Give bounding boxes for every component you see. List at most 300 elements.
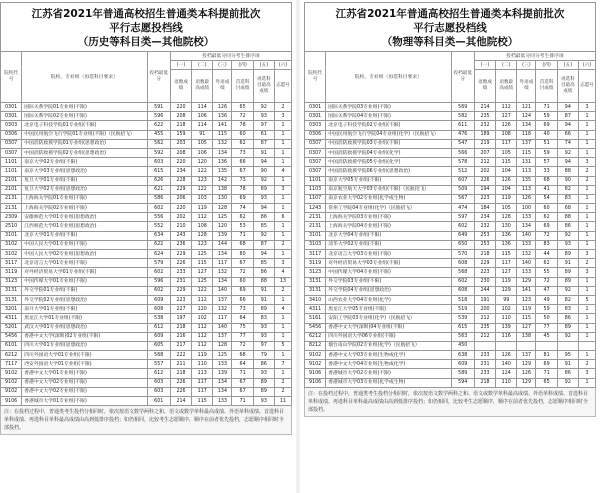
school-group-name-cell: 上海海关学院03专业组(不限) bbox=[326, 213, 451, 222]
min-score-cell: 596 bbox=[147, 277, 170, 286]
preference-number-cell: 1 bbox=[274, 295, 291, 304]
first-subject-score-cell: 65 bbox=[536, 378, 557, 387]
preference-number-cell: 3 bbox=[578, 369, 595, 378]
second-subject-max-cell: 83 bbox=[557, 194, 578, 203]
first-subject-score-cell: 59 bbox=[536, 148, 557, 157]
chinese-math-max-cell: 120 bbox=[192, 158, 213, 167]
school-code-cell: 3103 bbox=[305, 240, 326, 249]
chinese-math-max-cell: 112 bbox=[496, 103, 517, 112]
preference-number-cell: 1 bbox=[578, 185, 595, 194]
school-group-name-cell: 四川外国语大学01专业组(不限) bbox=[22, 351, 147, 360]
chinese-math-max-cell: 114 bbox=[192, 121, 213, 130]
school-group-name-cell: 复旦大学02专业组(思想政治) bbox=[22, 185, 147, 194]
second-subject-max-cell: 93 bbox=[253, 397, 274, 406]
table-row bbox=[305, 185, 596, 194]
chinese-math-max-cell: 112 bbox=[192, 213, 213, 222]
table-row bbox=[1, 167, 292, 176]
foreign-lang-score-cell: 135 bbox=[213, 167, 232, 176]
header-code: 院校代号 bbox=[305, 52, 326, 103]
table-row bbox=[1, 323, 292, 332]
first-subject-score-cell: 72 bbox=[232, 268, 253, 277]
chinese-math-max-cell: 136 bbox=[496, 240, 517, 249]
min-score-cell: 596 bbox=[147, 112, 170, 121]
chinese-math-score-cell: 230 bbox=[474, 277, 495, 286]
second-subject-max-cell: 66 bbox=[557, 130, 578, 139]
min-score-cell: 605 bbox=[147, 341, 170, 350]
second-subject-max-cell: 93 bbox=[253, 369, 274, 378]
school-group-name-cell: 南开大学01专业组(不限) bbox=[22, 305, 147, 314]
min-score-cell: 567 bbox=[451, 194, 474, 203]
footnote: 注：在投档过程中，普通类考生投档分相同时，依次按语文数学两科之和、语文或数学单科最高成绩、外语单科成绩、首选科目单科成绩、再选科目单科最高成绩由高到低排序投档；如仍相同，比较考生志愿顺序，顺序在前者优先投档，志愿顺序相同时全部投档。 bbox=[0, 406, 292, 435]
second-subject-max-cell: 88 bbox=[253, 277, 274, 286]
title-line-3: （物理等科目类—其他院校） bbox=[381, 36, 519, 48]
table-row bbox=[1, 139, 292, 148]
chinese-math-score-cell: 208 bbox=[170, 148, 191, 157]
preference-number-cell: 2 bbox=[274, 378, 291, 387]
school-group-name-cell: 南京航空航天大学03专业组(不限)（民航招飞） bbox=[326, 185, 451, 194]
chinese-math-max-cell: 106 bbox=[192, 112, 213, 121]
table-row bbox=[1, 185, 292, 194]
chinese-math-score-cell: 226 bbox=[170, 387, 191, 396]
school-group-name-cell: 香港中文大学(深圳)04专业组(不限) bbox=[326, 323, 451, 332]
foreign-lang-score-cell: 140 bbox=[517, 231, 536, 240]
first-subject-score-cell: 57 bbox=[536, 158, 557, 167]
chinese-math-score-cell: 197 bbox=[170, 314, 191, 323]
document-title bbox=[304, 2, 596, 51]
foreign-lang-score-cell: 128 bbox=[213, 204, 232, 213]
first-subject-score-cell: 77 bbox=[232, 332, 253, 341]
chinese-math-score-cell: 243 bbox=[170, 231, 191, 240]
table-row bbox=[305, 204, 596, 213]
school-code-cell: 1101 bbox=[305, 176, 326, 185]
chinese-math-max-cell: 126 bbox=[496, 176, 517, 185]
table-body bbox=[305, 103, 596, 388]
foreign-lang-score-cell: 115 bbox=[517, 148, 536, 157]
school-code-cell: 3131 bbox=[305, 277, 326, 286]
first-subject-score-cell: 55 bbox=[536, 268, 557, 277]
table-row bbox=[1, 305, 292, 314]
document-title bbox=[0, 2, 292, 51]
second-subject-max-cell: 83 bbox=[557, 305, 578, 314]
min-score-cell: 569 bbox=[451, 103, 474, 112]
school-code-cell: 3102 bbox=[1, 240, 22, 249]
chinese-math-max-cell: 126 bbox=[496, 121, 517, 130]
first-subject-score-cell: 71 bbox=[536, 369, 557, 378]
chinese-math-max-cell: 115 bbox=[496, 158, 517, 167]
min-score-cell: 634 bbox=[147, 231, 170, 240]
chinese-math-max-cell: 129 bbox=[496, 286, 517, 295]
table-row bbox=[305, 213, 596, 222]
foreign-lang-score-cell: 132 bbox=[213, 268, 232, 277]
school-code-cell: 0301 bbox=[305, 112, 326, 121]
table-row bbox=[305, 360, 596, 369]
chinese-math-score-cell: 210 bbox=[170, 222, 191, 231]
table-row bbox=[1, 176, 292, 185]
header-col5: 再选科目最高成绩 bbox=[557, 70, 578, 103]
school-code-cell: 3410 bbox=[305, 295, 326, 304]
second-subject-max-cell: 95 bbox=[557, 351, 578, 360]
chinese-math-max-cell: 122 bbox=[192, 286, 213, 295]
first-subject-score-cell: 33 bbox=[536, 167, 557, 176]
min-score-cell: 602 bbox=[451, 277, 474, 286]
school-code-cell: 3102 bbox=[1, 250, 22, 259]
min-score-cell: 603 bbox=[147, 378, 170, 387]
min-score-cell: 608 bbox=[147, 305, 170, 314]
preference-number-cell: 1 bbox=[578, 323, 595, 332]
foreign-lang-score-cell: 126 bbox=[517, 194, 536, 203]
school-code-cell: 3119 bbox=[305, 259, 326, 268]
first-subject-score-cell: 83 bbox=[536, 240, 557, 249]
second-subject-max-cell: 89 bbox=[253, 185, 274, 194]
foreign-lang-score-cell: 115 bbox=[517, 314, 536, 323]
preference-number-cell: 3 bbox=[578, 103, 595, 112]
min-score-cell: 568 bbox=[147, 351, 170, 360]
header-col5: 再选科目最高成绩 bbox=[253, 70, 274, 103]
chinese-math-score-cell: 189 bbox=[474, 130, 495, 139]
foreign-lang-score-cell: 134 bbox=[517, 222, 536, 231]
panel-divider bbox=[296, 0, 300, 493]
table-row bbox=[1, 295, 292, 304]
foreign-lang-score-cell: 134 bbox=[213, 148, 232, 157]
min-score-cell: 538 bbox=[147, 314, 170, 323]
table-row bbox=[1, 314, 292, 323]
first-subject-score-cell: 65 bbox=[232, 103, 253, 112]
preference-number-cell: 2 bbox=[274, 286, 291, 295]
school-group-name-cell: 北京电子科技学院02专业组(不限) bbox=[326, 121, 451, 130]
chinese-math-score-cell: 226 bbox=[474, 176, 495, 185]
min-score-cell: 547 bbox=[451, 139, 474, 148]
header-name: 院校、专业组（再选科目要求） bbox=[326, 52, 451, 103]
min-score-cell: 586 bbox=[147, 194, 170, 203]
school-code-cell: 2131 bbox=[305, 213, 326, 222]
second-subject-max-cell: 94 bbox=[253, 250, 274, 259]
chinese-math-score-cell: 214 bbox=[474, 103, 495, 112]
foreign-lang-score-cell: 133 bbox=[213, 360, 232, 369]
chinese-math-score-cell: 217 bbox=[170, 341, 191, 350]
school-code-cell: 5161 bbox=[305, 314, 326, 323]
min-score-cell: 570 bbox=[451, 250, 474, 259]
school-group-name-cell: 南京大学02专业组(不限) bbox=[22, 158, 147, 167]
first-subject-score-cell: 81 bbox=[536, 351, 557, 360]
min-score-cell: 624 bbox=[147, 250, 170, 259]
chinese-math-max-cell: 136 bbox=[496, 231, 517, 240]
first-subject-score-cell: 68 bbox=[536, 176, 557, 185]
chinese-math-score-cell: 212 bbox=[474, 158, 495, 167]
school-code-cell: 0301 bbox=[1, 103, 22, 112]
first-subject-score-cell: 71 bbox=[536, 103, 557, 112]
school-code-cell: 0307 bbox=[305, 139, 326, 148]
min-score-cell: 509 bbox=[451, 185, 474, 194]
school-group-name-cell: 南京大学03专业组(思想政治) bbox=[22, 167, 147, 176]
second-subject-max-cell: 92 bbox=[253, 231, 274, 240]
chinese-math-score-cell: 229 bbox=[474, 259, 495, 268]
second-subject-max-cell: 94 bbox=[253, 158, 274, 167]
title-line-3: （历史等科目类—其他院校） bbox=[77, 36, 215, 48]
min-score-cell: 622 bbox=[147, 121, 170, 130]
school-code-cell: 9102 bbox=[305, 351, 326, 360]
table-row bbox=[305, 194, 596, 203]
first-subject-score-cell: 41 bbox=[536, 185, 557, 194]
preference-number-cell: 1 bbox=[274, 121, 291, 130]
school-code-cell: 3131 bbox=[305, 286, 326, 295]
chinese-math-score-cell: 223 bbox=[170, 295, 191, 304]
foreign-lang-score-cell: 142 bbox=[213, 176, 232, 185]
school-group-name-cell: 国际关系学院04专业组(不限) bbox=[326, 112, 451, 121]
chinese-math-max-cell: 117 bbox=[192, 387, 213, 396]
min-score-cell: 476 bbox=[451, 130, 474, 139]
first-subject-score-cell: 73 bbox=[232, 176, 253, 185]
school-code-cell: 2510 bbox=[1, 222, 22, 231]
chinese-math-max-cell: 105 bbox=[496, 204, 517, 213]
second-subject-max-cell: 79 bbox=[253, 351, 274, 360]
chinese-math-max-cell: 119 bbox=[192, 351, 213, 360]
table-row bbox=[305, 314, 596, 323]
min-score-cell: 602 bbox=[451, 222, 474, 231]
preference-number-cell: 1 bbox=[274, 231, 291, 240]
header-col2-no: (二) bbox=[192, 61, 213, 70]
second-subject-max-cell: 86 bbox=[253, 268, 274, 277]
chinese-math-max-cell: 122 bbox=[192, 185, 213, 194]
school-code-cell: 0307 bbox=[1, 139, 22, 148]
chinese-math-max-cell: 105 bbox=[192, 139, 213, 148]
preference-number-cell: 1 bbox=[578, 305, 595, 314]
foreign-lang-score-cell: 136 bbox=[213, 158, 232, 167]
table-row bbox=[1, 341, 292, 350]
chinese-math-score-cell: 231 bbox=[170, 277, 191, 286]
preference-number-cell: 1 bbox=[274, 369, 291, 378]
second-subject-max-cell: 86 bbox=[557, 314, 578, 323]
chinese-math-max-cell: 130 bbox=[496, 222, 517, 231]
min-score-cell: 455 bbox=[147, 130, 170, 139]
foreign-lang-score-cell: 134 bbox=[517, 121, 536, 130]
chinese-math-max-cell: 108 bbox=[496, 130, 517, 139]
preference-number-cell: 1 bbox=[578, 148, 595, 157]
table-row bbox=[305, 103, 596, 112]
preference-number-cell: 2 bbox=[578, 360, 595, 369]
second-subject-max-cell: 74 bbox=[557, 139, 578, 148]
chinese-math-max-cell: 114 bbox=[192, 103, 213, 112]
first-subject-score-cell: 67 bbox=[232, 167, 253, 176]
table-row bbox=[1, 194, 292, 203]
chinese-math-score-cell: 253 bbox=[474, 240, 495, 249]
preference-number-cell: 3 bbox=[274, 259, 291, 268]
school-group-name-cell: 烟台南山学院02专业组(化学)（民航招飞） bbox=[326, 341, 451, 350]
chinese-math-score-cell: 244 bbox=[474, 286, 495, 295]
chinese-math-max-cell: 127 bbox=[496, 112, 517, 121]
preference-number-cell: 2 bbox=[274, 240, 291, 249]
chinese-math-max-cell: 104 bbox=[496, 167, 517, 176]
preference-number-cell: 7 bbox=[274, 360, 291, 369]
chinese-math-score-cell: 202 bbox=[170, 213, 191, 222]
school-code-cell: 9102 bbox=[1, 387, 22, 396]
school-group-name-cell: 香港中文大学01专业组(不限) bbox=[22, 369, 147, 378]
foreign-lang-score-cell: 125 bbox=[213, 351, 232, 360]
table-row bbox=[305, 222, 596, 231]
second-subject-max-cell: 86 bbox=[557, 222, 578, 231]
min-score-cell: 603 bbox=[147, 387, 170, 396]
school-group-name-cell: 中国消防救援学院05专业组(化学) bbox=[326, 158, 451, 167]
school-code-cell: 0306 bbox=[305, 130, 326, 139]
chinese-math-score-cell: 233 bbox=[474, 369, 495, 378]
chinese-math-score-cell: 202 bbox=[474, 167, 495, 176]
foreign-lang-score-cell: 137 bbox=[517, 351, 536, 360]
preference-number-cell: 1 bbox=[274, 158, 291, 167]
chinese-math-score-cell: 229 bbox=[170, 185, 191, 194]
chinese-math-score-cell: 206 bbox=[170, 194, 191, 203]
chinese-math-score-cell: 212 bbox=[474, 332, 495, 341]
first-subject-score-cell: 62 bbox=[232, 139, 253, 148]
chinese-math-score-cell: 216 bbox=[170, 332, 191, 341]
second-subject-max-cell: 89 bbox=[557, 268, 578, 277]
min-score-cell: 603 bbox=[147, 158, 170, 167]
chinese-math-max-cell: 112 bbox=[192, 341, 213, 350]
school-code-cell: 1107 bbox=[305, 194, 326, 203]
second-subject-max-cell: 92 bbox=[557, 148, 578, 157]
foreign-lang-score-cell: 131 bbox=[517, 158, 536, 167]
second-subject-max-cell: 90 bbox=[253, 167, 274, 176]
preference-number-cell: 11 bbox=[274, 397, 291, 406]
school-group-name-cell: 对外经济贸易大学01专业组(不限) bbox=[22, 268, 147, 277]
school-code-cell: 6101 bbox=[1, 341, 22, 350]
preference-number-cell: 1 bbox=[274, 148, 291, 157]
second-subject-max-cell: 89 bbox=[253, 378, 274, 387]
chinese-math-score-cell: 235 bbox=[474, 112, 495, 121]
school-code-cell: 3101 bbox=[305, 231, 326, 240]
second-subject-max-cell: 92 bbox=[557, 378, 578, 387]
school-code-cell: 2131 bbox=[305, 222, 326, 231]
first-subject-score-cell: 59 bbox=[536, 112, 557, 121]
title-line-1: 江苏省2021年普通高校招生普通类本科提前批次 bbox=[335, 8, 565, 20]
physics-category-document bbox=[304, 0, 596, 493]
chinese-math-score-cell: 226 bbox=[170, 378, 191, 387]
preference-number-cell: 1 bbox=[578, 378, 595, 387]
preference-number-cell: 3 bbox=[274, 185, 291, 194]
preference-number-cell: 1 bbox=[274, 139, 291, 148]
second-subject-max-cell: 90 bbox=[557, 176, 578, 185]
chinese-math-max-cell: 117 bbox=[192, 378, 213, 387]
chinese-math-score-cell: 223 bbox=[474, 194, 495, 203]
school-group-name-cell: 外交学院01专业组(不限) bbox=[22, 286, 147, 295]
foreign-lang-score-cell: 128 bbox=[213, 341, 232, 350]
first-subject-score-cell: 44 bbox=[536, 250, 557, 259]
foreign-lang-score-cell: 130 bbox=[213, 194, 232, 203]
first-subject-score-cell: 69 bbox=[536, 222, 557, 231]
school-code-cell: 9106 bbox=[1, 397, 22, 406]
min-score-cell: 650 bbox=[451, 240, 474, 249]
chinese-math-score-cell: 236 bbox=[170, 240, 191, 249]
table-row bbox=[1, 268, 292, 277]
min-score-cell: 609 bbox=[147, 332, 170, 341]
chinese-math-score-cell: 218 bbox=[170, 369, 191, 378]
first-subject-score-cell: 60 bbox=[536, 204, 557, 213]
min-score-cell: 602 bbox=[147, 286, 170, 295]
chinese-math-max-cell: 119 bbox=[192, 204, 213, 213]
preference-number-cell: 1 bbox=[578, 351, 595, 360]
school-code-cell: 0303 bbox=[305, 121, 326, 130]
first-subject-score-cell: 72 bbox=[536, 277, 557, 286]
table-row bbox=[305, 167, 596, 176]
table-row bbox=[305, 112, 596, 121]
table-row bbox=[1, 213, 292, 222]
chinese-math-max-cell: 102 bbox=[496, 305, 517, 314]
school-code-cell: 0307 bbox=[1, 148, 22, 157]
foreign-lang-score-cell: 129 bbox=[517, 277, 536, 286]
first-subject-score-cell: 73 bbox=[232, 305, 253, 314]
table-row bbox=[1, 103, 292, 112]
chinese-math-max-cell: 117 bbox=[496, 139, 517, 148]
table-row bbox=[305, 139, 596, 148]
second-subject-max-cell: 89 bbox=[557, 277, 578, 286]
chinese-math-score-cell: 223 bbox=[474, 268, 495, 277]
first-subject-score-cell: 50 bbox=[536, 314, 557, 323]
school-code-cell: 9102 bbox=[305, 360, 326, 369]
chinese-math-max-cell: 110 bbox=[496, 378, 517, 387]
second-subject-max-cell: 94 bbox=[557, 121, 578, 130]
second-subject-max-cell bbox=[557, 341, 578, 350]
min-score-cell: 591 bbox=[147, 103, 170, 112]
min-score-cell: 611 bbox=[451, 121, 474, 130]
foreign-lang-score-cell: 137 bbox=[517, 139, 536, 148]
school-group-name-cell: 中国人民大学01专业组(不限) bbox=[22, 240, 147, 249]
table-row bbox=[305, 295, 596, 304]
school-group-name-cell: 香港中文大学04专业组(生物或化学) bbox=[326, 360, 451, 369]
foreign-lang-score-cell: 139 bbox=[213, 231, 232, 240]
preference-number-cell: 1 bbox=[578, 130, 595, 139]
preference-number-cell: 1 bbox=[274, 130, 291, 139]
second-subject-max-cell: 88 bbox=[557, 213, 578, 222]
chinese-math-score-cell: 227 bbox=[170, 305, 191, 314]
chinese-math-max-cell: 127 bbox=[192, 268, 213, 277]
first-subject-score-cell: 68 bbox=[232, 351, 253, 360]
foreign-lang-score-cell: 139 bbox=[213, 369, 232, 378]
chinese-math-max-cell: 119 bbox=[496, 277, 517, 286]
first-subject-score-cell: 78 bbox=[232, 185, 253, 194]
second-subject-max-cell: 86 bbox=[253, 213, 274, 222]
school-code-cell: 2101 bbox=[1, 176, 22, 185]
table-row bbox=[305, 240, 596, 249]
second-subject-max-cell: 94 bbox=[253, 204, 274, 213]
school-code-cell: 1101 bbox=[1, 167, 22, 176]
school-group-name-cell: 上海海关学院01专业组(不限) bbox=[22, 194, 147, 203]
score-table-history bbox=[0, 51, 292, 406]
chinese-math-score-cell: 203 bbox=[170, 139, 191, 148]
preference-number-cell: 1 bbox=[274, 222, 291, 231]
preference-number-cell: 4 bbox=[274, 305, 291, 314]
min-score-cell: 608 bbox=[451, 259, 474, 268]
school-code-cell: 1103 bbox=[305, 185, 326, 194]
preference-number-cell: 1 bbox=[578, 314, 595, 323]
chinese-math-score-cell: 191 bbox=[474, 295, 495, 304]
foreign-lang-score-cell: 138 bbox=[517, 332, 536, 341]
min-score-cell: 552 bbox=[147, 222, 170, 231]
foreign-lang-score-cell: 133 bbox=[213, 397, 232, 406]
school-group-name-cell: 黑龙江大学01专业组(不限) bbox=[22, 314, 147, 323]
preference-number-cell: 2 bbox=[578, 176, 595, 185]
school-code-cell: 7117 bbox=[1, 360, 22, 369]
preference-number-cell: 1 bbox=[578, 121, 595, 130]
chinese-math-score-cell: 218 bbox=[474, 250, 495, 259]
second-subject-max-cell: 82 bbox=[557, 185, 578, 194]
preference-number-cell: 13 bbox=[274, 277, 291, 286]
chinese-math-max-cell: 128 bbox=[496, 213, 517, 222]
min-score-cell: 612 bbox=[147, 323, 170, 332]
school-group-name-cell: 西安外国语大学01专业组(不限) bbox=[22, 360, 147, 369]
table-row bbox=[305, 369, 596, 378]
first-subject-score-cell: 71 bbox=[232, 231, 253, 240]
school-code-cell: 3131 bbox=[1, 286, 22, 295]
foreign-lang-score-cell: 133 bbox=[517, 240, 536, 249]
school-group-name-cell: 上海海关学院02专业组(不限) bbox=[22, 204, 147, 213]
